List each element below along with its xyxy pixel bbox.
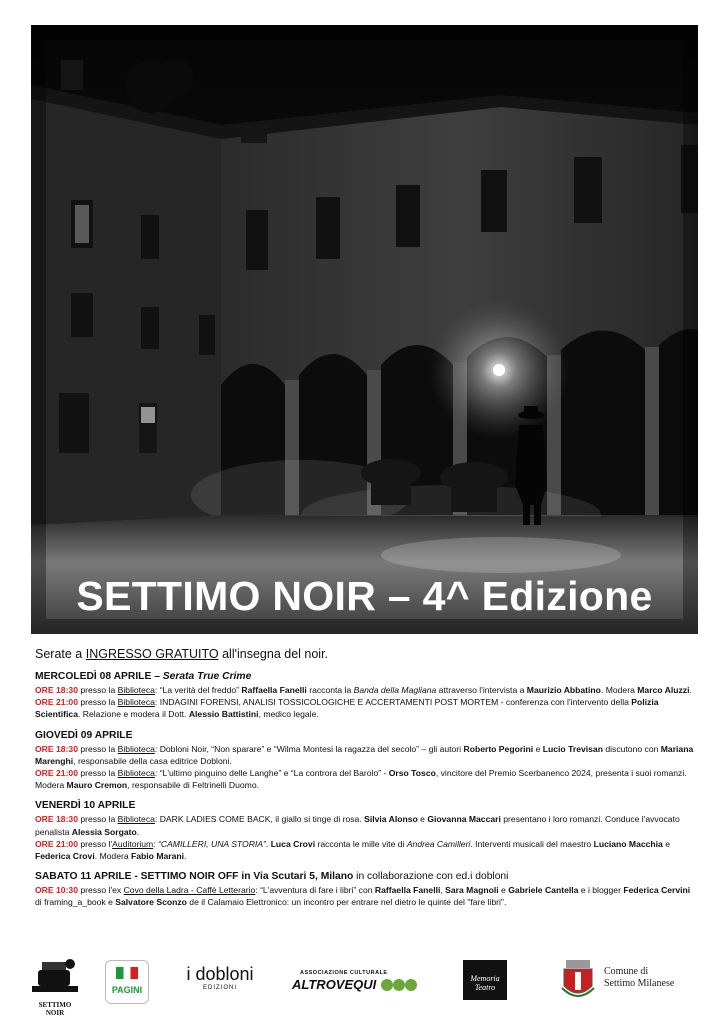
day-heading: VENERDÌ 10 APRILE: [35, 800, 136, 812]
event-venue: Biblioteca: [117, 743, 155, 754]
altrovequi-logo-top: ASSOCIAZIONE CULTURALE: [300, 970, 388, 976]
settimo-noir-logo: [30, 952, 80, 1017]
text: presso la: [78, 814, 118, 825]
intro-pre: Serate a: [35, 647, 86, 661]
poster-title: SETTIMO NOIR – 4^ Edizione: [76, 573, 653, 619]
event-line: [35, 743, 695, 767]
text: presso l': [78, 838, 113, 849]
poster-image: [31, 25, 698, 634]
text: presentano i loro romanzi. Conduce l'avvocato penalista: [35, 814, 680, 837]
event-venue: Auditorium: [112, 838, 154, 849]
moderator-name: Mauro Cremon: [66, 780, 128, 791]
coat-of-arms-icon: [560, 960, 596, 1002]
text: : “L'avventura di fare i libri” con: [255, 885, 375, 896]
event-time: ORE 18:30: [35, 743, 78, 754]
text: .: [184, 851, 187, 862]
text: e: [417, 814, 428, 825]
altrovequi-logo-text: ALTROVEQUI: [292, 977, 377, 992]
event-line: [35, 838, 695, 862]
moderator-name: Marco Aluzzi: [637, 685, 690, 695]
event-time: ORE 18:30: [35, 685, 78, 695]
text: .: [136, 826, 140, 837]
event-venue: Biblioteca: [117, 814, 155, 825]
subject-name: Andrea Camilleri: [406, 838, 471, 849]
text: : DARK LADIES COME BACK, il giallo si tinge di rosa.: [154, 814, 365, 825]
text: ,: [440, 885, 446, 896]
text: racconta le mille vite di: [315, 838, 407, 849]
pagini-logo: [105, 960, 149, 1004]
speaker-name: Lucio Trevisan: [542, 743, 603, 754]
moderator-name: Alessio Battistini: [188, 709, 259, 720]
speaker-name: Sara Magnoli: [445, 885, 499, 896]
event-line: [35, 696, 695, 720]
comune-line-1: Comune di: [604, 966, 649, 977]
text: , medico legale.: [258, 709, 319, 720]
speaker-name: Gabriele Cantella: [508, 885, 579, 896]
memorteatro-logo-text: Memoria Teatro: [470, 974, 500, 992]
moderator-name: Alessia Sorgato: [71, 826, 137, 837]
text: e i blogger: [578, 885, 624, 896]
speaker-name: Maurizio Abbatino: [526, 685, 601, 695]
day-block-wednesday: [35, 671, 695, 721]
event-venue: Biblioteca: [117, 768, 155, 779]
event-line: [35, 684, 695, 696]
text: racconta la: [306, 685, 354, 695]
text: . Interventi musicali del maestro: [470, 838, 594, 849]
typewriter-icon: [30, 952, 80, 996]
settimo-noir-logo-text: SETTIMO NOIR: [38, 1001, 72, 1017]
text: .: [265, 838, 271, 849]
speaker-name: Raffaella Fanelli: [374, 885, 441, 896]
musician-name: Federica Crovi: [35, 851, 95, 862]
day-heading: [35, 671, 695, 682]
comune-logo: [560, 960, 680, 1004]
text: e: [662, 838, 670, 849]
text: : “L'ultimo pinguino delle Langhe” e “La controra del Barolo” -: [154, 768, 389, 779]
day-block-thursday: [35, 730, 695, 792]
day-heading-rest: in collaborazione con ed.i dobloni: [353, 871, 509, 883]
event-line: [35, 884, 695, 908]
day-heading-subtitle: Serata True Crime: [162, 671, 252, 682]
moderator-name: Mariana Marenghi: [35, 743, 694, 766]
day-heading-text: MERCOLEDÌ 08 APRILE –: [35, 671, 163, 682]
event-time: ORE 21:00: [35, 768, 78, 779]
dobloni-logo-sub: EDIZIONI: [202, 985, 237, 991]
event-time: ORE 10:30: [35, 885, 78, 896]
text: presso la: [78, 743, 118, 754]
day-heading: GIOVEDÌ 09 APRILE: [35, 729, 133, 741]
text: e: [533, 743, 543, 754]
show-title: “CAMILLERI, UNA STORIA”: [157, 838, 266, 849]
text: : “La verità del freddo”: [154, 685, 242, 695]
text: , responsabile della casa editrice Dobloni.: [73, 755, 232, 766]
text: .: [689, 685, 692, 695]
dobloni-logo: [180, 964, 260, 1004]
text: attraverso l'intervista a: [436, 685, 527, 695]
pagini-logo-text: PAGINI: [111, 985, 143, 995]
intro-line: [35, 647, 695, 661]
sponsor-logos: [30, 952, 694, 1017]
text: de il Calamaio Elettronico: un incontro per entrare nel dietro le quinte del "fare libri".: [186, 897, 507, 908]
event-line: [35, 767, 695, 791]
speaker-name: Salvatore Sconzo: [115, 897, 187, 908]
speaker-name: Federica Cervini: [623, 885, 691, 896]
text: di framing_a_book e: [35, 897, 116, 908]
text: discutono con: [602, 743, 661, 754]
text: , vincitore del Premio Scerbanenco 2024, presenta i suoi romanzi. Modera: [35, 768, 687, 791]
event-time: ORE 21:00: [35, 838, 78, 849]
day-heading: [35, 871, 695, 882]
text: presso la: [78, 768, 118, 779]
comune-logo-text: [604, 966, 674, 990]
speaker-name: Giovanna Maccari: [427, 814, 501, 825]
text: , responsabile di Feltrinelli Duomo.: [127, 780, 260, 791]
text: : INDAGINI FORENSI, ANALISI TOSSICOLOGICHE E ACCERTAMENTI POST MORTEM - conferenza con l'intervento della: [154, 697, 632, 708]
speaker-name: Raffaella Fanelli: [241, 685, 307, 695]
event-venue: Covo della Ladra - Caffè Letterario: [123, 885, 256, 896]
event-venue: Biblioteca: [117, 685, 155, 695]
text: :: [153, 838, 158, 849]
day-heading-text: SABATO 11 APRILE - SETTIMO NOIR OFF in Via Scutari 5, Milano: [35, 871, 354, 883]
program-text: [35, 647, 695, 918]
speaker-name: Roberto Pegorini: [463, 743, 534, 754]
speaker-name: Luca Crovi: [270, 838, 316, 849]
circles-icon: [381, 977, 417, 993]
event-venue: Biblioteca: [117, 697, 155, 708]
altrovequi-logo: [292, 970, 432, 1000]
event-time: ORE 21:00: [35, 697, 78, 708]
musician-name: Luciano Macchia: [593, 838, 663, 849]
dobloni-logo-text: i dobloni: [186, 964, 254, 984]
speaker-name: Silvia Alonso: [364, 814, 418, 825]
event-time: ORE 18:30: [35, 814, 78, 825]
moderator-name: Fabio Marani: [131, 851, 185, 862]
text: e: [498, 885, 509, 896]
text: presso l'ex: [78, 885, 124, 896]
text: . Modera: [94, 851, 132, 862]
text: . Relazione e modera il Dott.: [78, 709, 189, 720]
event-line: [35, 813, 695, 837]
text: . Modera: [600, 685, 638, 695]
intro-highlight: INGRESSO GRATUITO: [85, 647, 219, 661]
comune-line-2: Settimo Milanese: [604, 978, 675, 989]
text: presso la: [78, 697, 118, 708]
memorteatro-logo: [463, 960, 507, 1000]
speaker-name: Orso Tosco: [388, 768, 436, 779]
intro-post: all'insegna del noir.: [218, 647, 329, 661]
day-block-friday: [35, 800, 695, 862]
day-block-saturday: [35, 871, 695, 908]
courtyard-night-illustration: [31, 25, 698, 634]
organization-name: Polizia Scientifica: [35, 697, 659, 720]
text: : Dobloni Noir, “Non sparare” e “Wilma Montesi la ragazza del secolo” – gli autori: [154, 743, 464, 754]
text: presso la: [78, 685, 118, 695]
flag-icon: [116, 967, 138, 979]
book-title: Banda della Magliana: [353, 685, 437, 695]
